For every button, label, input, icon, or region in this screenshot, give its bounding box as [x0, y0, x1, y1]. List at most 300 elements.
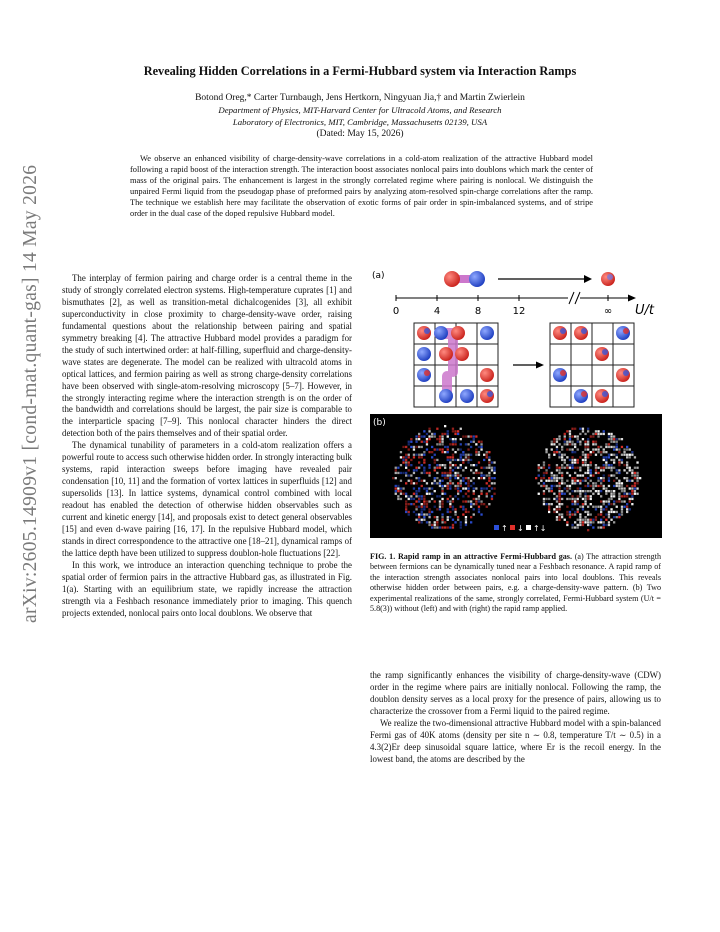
- atom-pixel: [587, 443, 589, 445]
- atom-pixel: [587, 524, 589, 526]
- atom-pixel: [626, 508, 628, 510]
- atom-pixel: [444, 521, 446, 523]
- atom-pixel: [488, 503, 490, 505]
- atom-pixel: [613, 467, 615, 469]
- atom-pixel: [486, 482, 488, 484]
- atom-pixel: [395, 472, 397, 474]
- atom-pixel: [616, 456, 618, 458]
- atom-pixel: [467, 461, 469, 463]
- atom-pixel: [574, 428, 576, 430]
- atom-pixel: [613, 435, 615, 437]
- atom-pixel: [613, 480, 615, 482]
- atom-pixel: [564, 435, 566, 437]
- atom-pixel: [592, 485, 594, 487]
- atom-pixel: [449, 503, 451, 505]
- atom-pixel: [423, 469, 425, 471]
- atom-pixel: [465, 456, 467, 458]
- atom-pixel: [592, 487, 594, 489]
- atom-pixel: [452, 474, 454, 476]
- atom-pixel: [577, 459, 579, 461]
- atom-pixel: [558, 451, 560, 453]
- atom-pixel: [454, 464, 456, 466]
- atom-pixel: [574, 461, 576, 463]
- atom-pixel: [600, 467, 602, 469]
- atom-pixel: [418, 516, 420, 518]
- atom-pixel: [480, 448, 482, 450]
- atom-pixel: [577, 474, 579, 476]
- atom-pixel: [452, 526, 454, 528]
- atom-pixel: [603, 469, 605, 471]
- atom-pixel: [631, 493, 633, 495]
- atom-pixel: [582, 451, 584, 453]
- atom-pixel: [405, 446, 407, 448]
- atom-pixel: [418, 495, 420, 497]
- atom-pixel: [618, 459, 620, 461]
- atom-pixel: [454, 459, 456, 461]
- atom-pixel: [592, 448, 594, 450]
- atom-pixel: [415, 482, 417, 484]
- atom-pixel: [571, 513, 573, 515]
- atom-pixel: [634, 493, 636, 495]
- atom-pixel: [551, 472, 553, 474]
- atom-pixel: [551, 477, 553, 479]
- atom-pixel: [444, 526, 446, 528]
- atom-pixel: [408, 454, 410, 456]
- paragraph-intro: The interplay of fermion pairing and charge order is a central theme in the study of strongly correlated electron systems. High-temperature cuprates [1] and bismuthates [2], as well as transition-metal dichalcogenides [3], all exhibit superconductivity in close proximity to charge-density-wave order, raising fundamental questions about the relationship between pairing and spatial symmetry breaking [4]. The attractive Hubbard model provides a paradigm for the study of such intertwined order: at half-filling, superfluid and charge-density-wave states are degenerate. The model can be realized with ultracold atoms in optical lattices, and fermion pairing as well as strong charge-density correlations have been observed with single-atom-resolving microscopy [5–7]. However, in the strongly interacting regime where the interaction strength is on the order of the bandwidth and correlations should be largest, the pair size is comparable to the interparticle spacing [7–9]. This nonlocal character hinders the direct detection both of the pairs themselves and of their spatial order.: [62, 273, 352, 439]
- atom-pixel: [587, 464, 589, 466]
- atom-pixel: [543, 500, 545, 502]
- atom-pixel: [566, 448, 568, 450]
- atom-pixel: [460, 448, 462, 450]
- atom-pixel: [600, 508, 602, 510]
- atom-pixel: [467, 435, 469, 437]
- atom-pixel: [618, 487, 620, 489]
- atom-pixel: [426, 503, 428, 505]
- atom-pixel: [629, 498, 631, 500]
- atom-pixel: [444, 433, 446, 435]
- atom-pixel: [603, 508, 605, 510]
- atom-pixel: [603, 474, 605, 476]
- paragraph-ramp-result: the ramp significantly enhances the visibility of charge-density-wave (CDW) order in the regime where pairs are initially nonlocal. Following the ramp, the doublon density serves as a local proxy for the presence of pairs, allowing us to characterize the crossover from a Fermi liquid to the paired regime.: [370, 670, 661, 716]
- atom-pixel: [556, 451, 558, 453]
- atom-pixel: [434, 490, 436, 492]
- atom-pixel: [491, 469, 493, 471]
- atom-pixel: [605, 490, 607, 492]
- atom-pixel: [569, 441, 571, 443]
- atom-pixel: [600, 469, 602, 471]
- atom-pixel: [626, 477, 628, 479]
- atom-pixel: [569, 474, 571, 476]
- atom-pixel: [447, 477, 449, 479]
- atom-pixel: [631, 472, 633, 474]
- legend-up-swatch: [494, 525, 499, 530]
- atom-pixel: [610, 490, 612, 492]
- figure-caption: [370, 552, 661, 614]
- atom-pixel: [603, 433, 605, 435]
- atom-pixel: [545, 472, 547, 474]
- atom-pixel: [574, 521, 576, 523]
- atom-pixel: [402, 493, 404, 495]
- atom-pixel: [584, 446, 586, 448]
- red-atom: [444, 271, 460, 287]
- atom-pixel: [561, 448, 563, 450]
- atom-pixel: [618, 500, 620, 502]
- atom-pixel: [408, 503, 410, 505]
- atom-pixel: [467, 448, 469, 450]
- atom-pixel: [597, 521, 599, 523]
- atom-pixel: [574, 500, 576, 502]
- atom-pixel: [439, 480, 441, 482]
- atom-pixel: [605, 456, 607, 458]
- atom-pixel: [415, 495, 417, 497]
- atom-pixel: [436, 519, 438, 521]
- atom-pixel: [595, 490, 597, 492]
- atom-pixel: [590, 461, 592, 463]
- atom-pixel: [545, 503, 547, 505]
- atom-pixel: [449, 526, 451, 528]
- atom-pixel: [473, 490, 475, 492]
- atom-pixel: [436, 467, 438, 469]
- atom-pixel: [556, 438, 558, 440]
- atom-pixel: [431, 433, 433, 435]
- atom-pixel: [558, 495, 560, 497]
- atom-pixel: [454, 451, 456, 453]
- atom-pixel: [431, 487, 433, 489]
- atom-pixel: [439, 506, 441, 508]
- atom-pixel: [488, 474, 490, 476]
- atom-pixel: [608, 477, 610, 479]
- atom-pixel: [436, 443, 438, 445]
- atom-pixel: [478, 477, 480, 479]
- atom-pixel: [577, 508, 579, 510]
- atom-pixel: [473, 477, 475, 479]
- atom-pixel: [418, 490, 420, 492]
- atom-pixel: [579, 490, 581, 492]
- atom-pixel: [400, 456, 402, 458]
- atom-pixel: [608, 456, 610, 458]
- atom-pixel: [548, 503, 550, 505]
- atom-pixel: [592, 474, 594, 476]
- atom-pixel: [410, 464, 412, 466]
- atom-pixel: [566, 490, 568, 492]
- atom-pixel: [582, 506, 584, 508]
- atom-pixel: [610, 459, 612, 461]
- atom-pixel: [423, 498, 425, 500]
- atom-pixel: [613, 500, 615, 502]
- atom-pixel: [441, 503, 443, 505]
- atom-pixel: [551, 480, 553, 482]
- atom-pixel: [441, 516, 443, 518]
- atom-pixel: [400, 493, 402, 495]
- atom-pixel: [636, 477, 638, 479]
- atom-pixel: [483, 474, 485, 476]
- atom-pixel: [413, 472, 415, 474]
- atom-pixel: [426, 441, 428, 443]
- atom-pixel: [584, 472, 586, 474]
- atom-pixel: [590, 513, 592, 515]
- atom-pixel: [590, 521, 592, 523]
- atom-pixel: [449, 443, 451, 445]
- atom-pixel: [475, 503, 477, 505]
- atom-pixel: [538, 493, 540, 495]
- atom-pixel: [623, 469, 625, 471]
- atom-pixel: [431, 511, 433, 513]
- atom-pixel: [626, 480, 628, 482]
- atom-pixel: [574, 467, 576, 469]
- atom-pixel: [454, 443, 456, 445]
- atom-pixel: [558, 500, 560, 502]
- atom-pixel: [605, 519, 607, 521]
- atom-pixel: [561, 459, 563, 461]
- atom-pixel: [413, 446, 415, 448]
- atom-pixel: [543, 503, 545, 505]
- atom-pixel: [415, 500, 417, 502]
- atom-pixel: [421, 513, 423, 515]
- atom-pixel: [418, 456, 420, 458]
- atom-pixel: [571, 467, 573, 469]
- atom-pixel: [605, 513, 607, 515]
- atom-pixel: [447, 448, 449, 450]
- atom-pixel: [426, 500, 428, 502]
- atom-pixel: [434, 477, 436, 479]
- atom-pixel: [600, 480, 602, 482]
- atom-pixel: [449, 474, 451, 476]
- atom-pixel: [590, 480, 592, 482]
- atom-pixel: [626, 454, 628, 456]
- atom-pixel: [634, 482, 636, 484]
- atom-pixel: [610, 454, 612, 456]
- atom-image-without-ramp: [392, 425, 496, 529]
- atom-pixel: [426, 482, 428, 484]
- atom-pixel: [610, 467, 612, 469]
- atom-pixel: [447, 498, 449, 500]
- atom-pixel: [478, 461, 480, 463]
- atom-pixel: [441, 433, 443, 435]
- atom-pixel: [636, 461, 638, 463]
- atom-pixel: [608, 500, 610, 502]
- atom-pixel: [577, 519, 579, 521]
- atom-pixel: [447, 482, 449, 484]
- atom-pixel: [421, 521, 423, 523]
- atom-pixel: [431, 456, 433, 458]
- atom-pixel: [613, 448, 615, 450]
- atom-pixel: [423, 454, 425, 456]
- atom-pixel: [439, 464, 441, 466]
- atom-pixel: [465, 454, 467, 456]
- atom-pixel: [473, 472, 475, 474]
- atom-pixel: [595, 464, 597, 466]
- atom-pixel: [444, 425, 446, 427]
- atom-pixel: [480, 490, 482, 492]
- atom-pixel: [582, 498, 584, 500]
- atom-pixel: [423, 495, 425, 497]
- atom-pixel: [540, 480, 542, 482]
- atom-pixel: [470, 516, 472, 518]
- atom-pixel: [434, 467, 436, 469]
- atom-pixel: [610, 503, 612, 505]
- atom-pixel: [457, 493, 459, 495]
- atom-pixel: [629, 480, 631, 482]
- atom-pixel: [423, 430, 425, 432]
- legend-up-label: ↑: [501, 524, 508, 533]
- atom-pixel: [538, 482, 540, 484]
- atom-pixel: [574, 490, 576, 492]
- atom-pixel: [621, 500, 623, 502]
- atom-pixel: [434, 521, 436, 523]
- atom-pixel: [439, 495, 441, 497]
- atom-pixel: [566, 480, 568, 482]
- atom-pixel: [579, 513, 581, 515]
- atom-pixel: [631, 487, 633, 489]
- atom-pixel: [577, 526, 579, 528]
- atom-pixel: [444, 474, 446, 476]
- atom-pixel: [618, 516, 620, 518]
- atom-pixel: [415, 477, 417, 479]
- atom-pixel: [561, 480, 563, 482]
- atom-pixel: [592, 521, 594, 523]
- atom-pixel: [447, 485, 449, 487]
- atom-pixel: [397, 467, 399, 469]
- atom-pixel: [618, 451, 620, 453]
- atom-pixel: [483, 459, 485, 461]
- atom-pixel: [395, 490, 397, 492]
- atom-pixel: [439, 448, 441, 450]
- atom-pixel: [579, 521, 581, 523]
- atom-pixel: [600, 506, 602, 508]
- atom-pixel: [408, 480, 410, 482]
- atom-pixel: [582, 508, 584, 510]
- date-line: (Dated: May 15, 2026): [316, 129, 404, 139]
- atom-pixel: [587, 506, 589, 508]
- atom-pixel: [600, 513, 602, 515]
- atom-pixel: [558, 456, 560, 458]
- atom-pixel: [577, 490, 579, 492]
- atom-pixel: [584, 464, 586, 466]
- atom-pixel: [491, 495, 493, 497]
- atom-pixel: [457, 472, 459, 474]
- atom-pixel: [600, 519, 602, 521]
- atom-pixel: [551, 503, 553, 505]
- atom-pixel: [556, 485, 558, 487]
- atom-pixel: [548, 511, 550, 513]
- atom-pixel: [621, 482, 623, 484]
- atom-pixel: [543, 477, 545, 479]
- atom-pixel: [465, 519, 467, 521]
- atom-pixel: [449, 485, 451, 487]
- atom-pixel: [548, 480, 550, 482]
- atom-pixel: [428, 474, 430, 476]
- atom-pixel: [597, 433, 599, 435]
- atom-pixel: [571, 456, 573, 458]
- atom-pixel: [608, 435, 610, 437]
- atom-pixel: [418, 513, 420, 515]
- atom-image-with-ramp: [535, 428, 641, 532]
- atom-pixel: [579, 482, 581, 484]
- atom-pixel: [447, 433, 449, 435]
- atom-pixel: [408, 469, 410, 471]
- atom-pixel: [579, 456, 581, 458]
- atom-pixel: [603, 524, 605, 526]
- atom-pixel: [600, 433, 602, 435]
- atom-pixel: [480, 472, 482, 474]
- atom-pixel: [603, 477, 605, 479]
- atom-pixel: [480, 477, 482, 479]
- atom-pixel: [564, 493, 566, 495]
- atom-pixel: [457, 430, 459, 432]
- atom-pixel: [553, 454, 555, 456]
- atom-pixel: [569, 433, 571, 435]
- atom-pixel: [483, 467, 485, 469]
- atom-pixel: [441, 500, 443, 502]
- atom-pixel: [634, 485, 636, 487]
- atom-pixel: [436, 472, 438, 474]
- atom-pixel: [582, 490, 584, 492]
- atom-pixel: [465, 459, 467, 461]
- atom-pixel: [610, 441, 612, 443]
- atom-pixel: [491, 482, 493, 484]
- atom-pixel: [402, 446, 404, 448]
- atom-pixel: [603, 516, 605, 518]
- atom-pixel: [623, 477, 625, 479]
- atom-pixel: [473, 441, 475, 443]
- atom-pixel: [493, 467, 495, 469]
- atom-pixel: [457, 498, 459, 500]
- atom-pixel: [543, 498, 545, 500]
- atom-pixel: [486, 474, 488, 476]
- atom-pixel: [486, 487, 488, 489]
- atom-pixel: [571, 443, 573, 445]
- atom-pixel: [428, 493, 430, 495]
- atom-pixel: [421, 495, 423, 497]
- atom-pixel: [613, 461, 615, 463]
- atom-pixel: [561, 474, 563, 476]
- atom-pixel: [553, 477, 555, 479]
- atom-pixel: [488, 459, 490, 461]
- atom-pixel: [460, 474, 462, 476]
- atom-pixel: [493, 472, 495, 474]
- atom-pixel: [621, 487, 623, 489]
- atom-pixel: [610, 495, 612, 497]
- atom-pixel: [447, 430, 449, 432]
- atom-pixel: [418, 477, 420, 479]
- atom-pixel: [395, 469, 397, 471]
- atom-pixel: [405, 474, 407, 476]
- atom-pixel: [623, 454, 625, 456]
- atom-pixel: [595, 472, 597, 474]
- atom-pixel: [621, 454, 623, 456]
- atom-pixel: [616, 469, 618, 471]
- atom-pixel: [626, 503, 628, 505]
- atom-pixel: [610, 511, 612, 513]
- atom-pixel: [415, 490, 417, 492]
- atom-pixel: [434, 448, 436, 450]
- atom-pixel: [449, 480, 451, 482]
- atom-pixel: [434, 433, 436, 435]
- atom-pixel: [470, 521, 472, 523]
- atom-pixel: [621, 508, 623, 510]
- atom-pixel: [636, 493, 638, 495]
- atom-pixel: [556, 516, 558, 518]
- atom-pixel: [452, 441, 454, 443]
- atom-pixel: [540, 485, 542, 487]
- atom-pixel: [618, 498, 620, 500]
- atom-pixel: [410, 503, 412, 505]
- atom-pixel: [569, 513, 571, 515]
- atom-pixel: [418, 433, 420, 435]
- atom-pixel: [553, 438, 555, 440]
- atom-pixel: [590, 498, 592, 500]
- atom-pixel: [553, 480, 555, 482]
